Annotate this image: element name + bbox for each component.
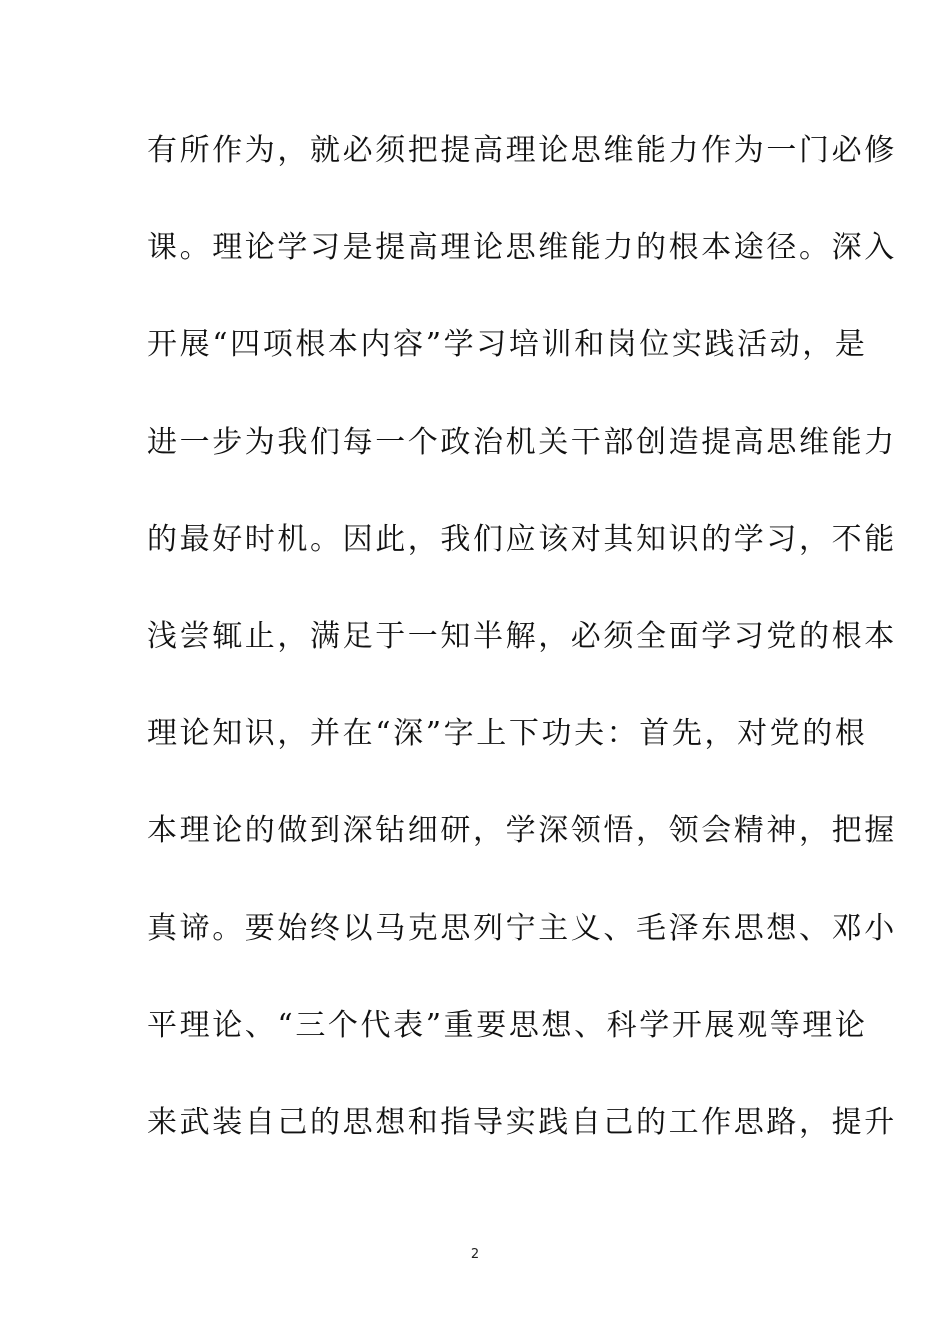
text-line: 理论知识，并在“深”字上下功夫：首先，对党的根 xyxy=(147,716,868,752)
text-line: 浅尝辄止，满足于一知半解，必须全面学习党的根本 xyxy=(147,618,897,654)
body-text xyxy=(147,128,897,1197)
page-number: 2 xyxy=(470,1247,480,1262)
text-line: 进一步为我们每一个政治机关干部创造提高思维能力 xyxy=(147,424,897,460)
text-line: 有所作为，就必须把提高理论思维能力作为一门必修 xyxy=(147,133,897,168)
text-line: 平理论、“三个代表”重要思想、科学开展观等理论 xyxy=(147,1007,868,1043)
text-line: 课。理论学习是提高理论思维能力的根本途径。深入 xyxy=(147,230,897,266)
text-line: 真谛。要始终以马克思列宁主义、毛泽东思想、邓小 xyxy=(147,910,897,946)
text-line: 来武装自己的思想和指导实践自己的工作思路，提升 xyxy=(147,1104,897,1140)
text-line: 的最好时机。因此，我们应该对其知识的学习，不能 xyxy=(147,521,897,557)
text-line: 本理论的做到深钻细研，学深领悟，领会精神，把握 xyxy=(147,813,897,849)
text-line: 开展“四项根本内容”学习培训和岗位实践活动，是 xyxy=(147,327,868,363)
